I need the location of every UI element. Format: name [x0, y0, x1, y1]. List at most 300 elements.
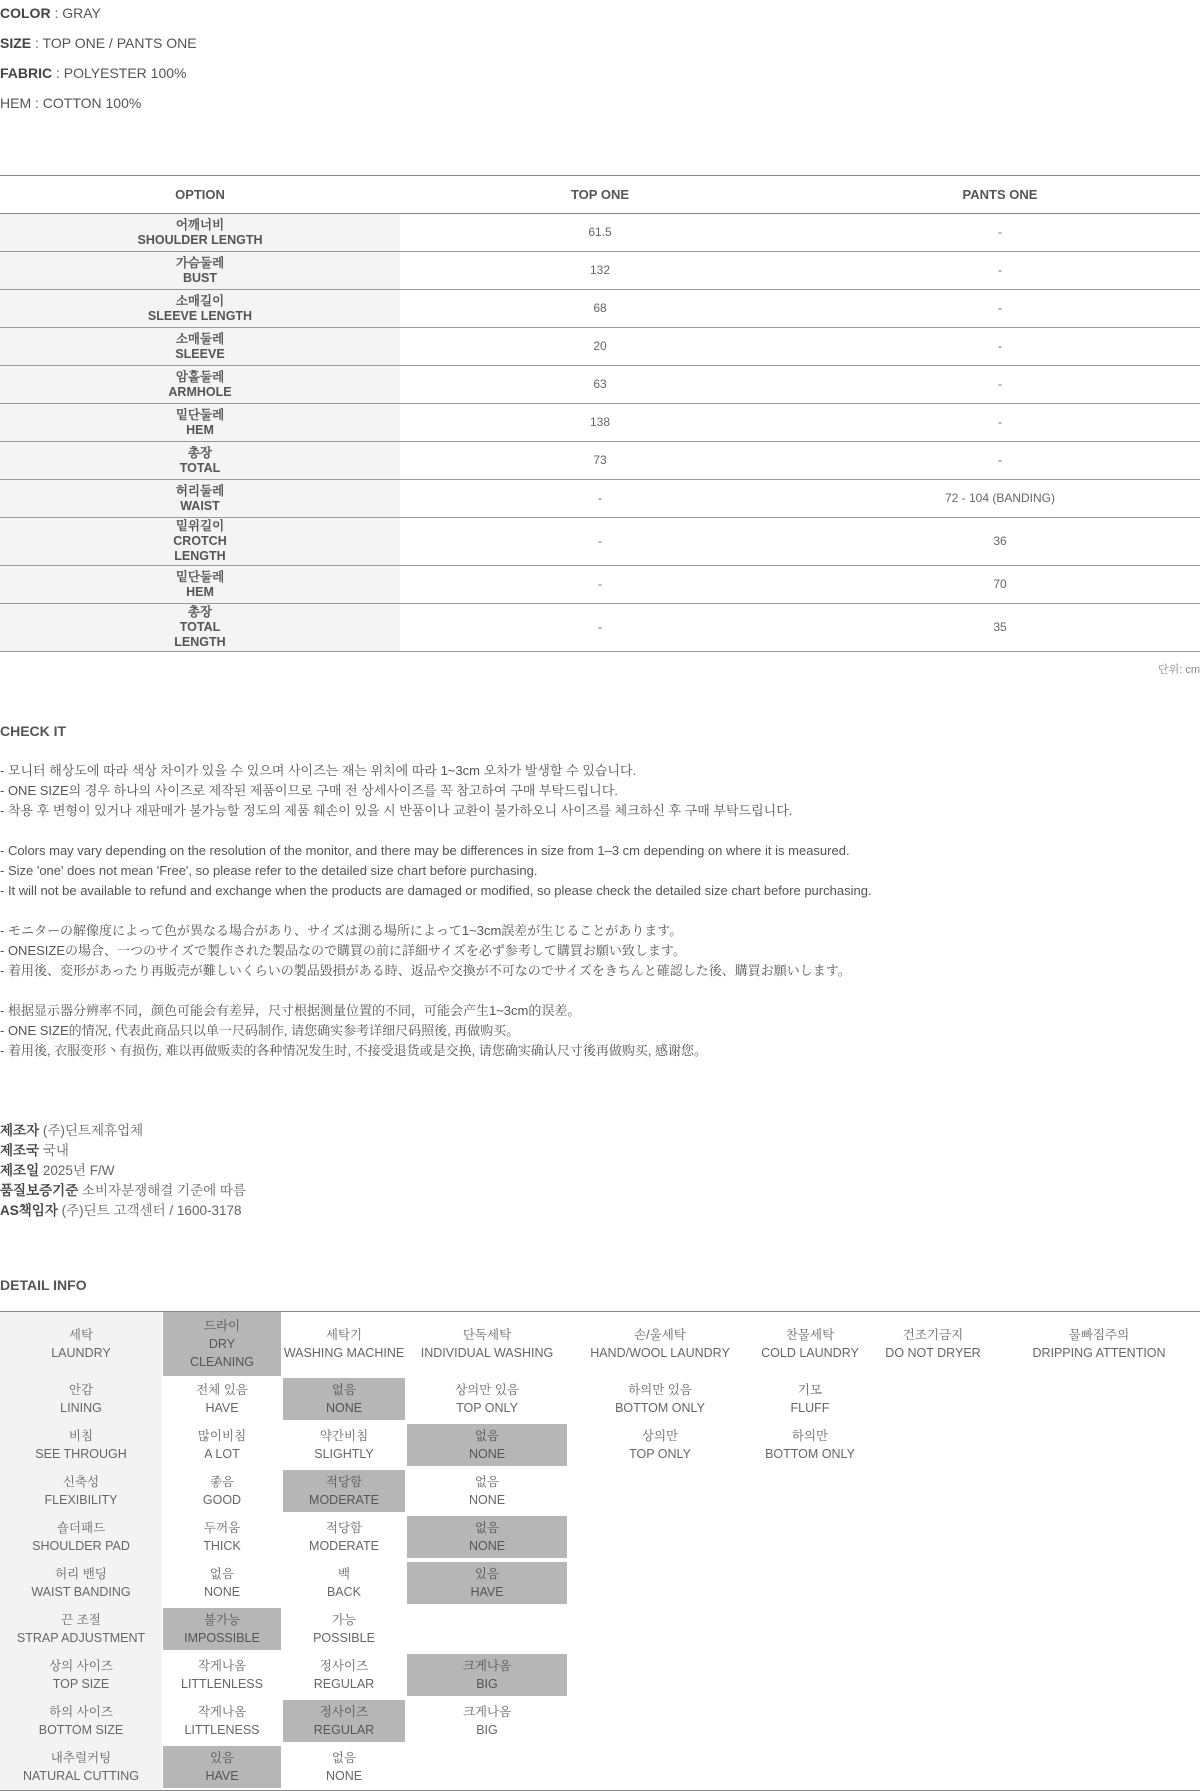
detail-option [752, 1422, 868, 1468]
detail-option-line: MODERATE [309, 1493, 379, 1507]
detail-option [162, 1376, 282, 1422]
detail-row [0, 1560, 1200, 1606]
header-pants-one: PANTS ONE [800, 176, 1200, 214]
check-it-group [0, 921, 851, 981]
detail-option [282, 1560, 406, 1606]
detail-label-line: 상의 사이즈 [49, 1659, 113, 1673]
detail-empty-cell [998, 1652, 1200, 1698]
detail-option-text [162, 1427, 282, 1463]
detail-option-selected [282, 1376, 406, 1422]
detail-row [0, 1744, 1200, 1791]
detail-option [162, 1422, 282, 1468]
pants-one-value: 70 [800, 566, 1200, 604]
detail-option-selected [162, 1312, 282, 1377]
detail-option-line: NONE [468, 1539, 506, 1553]
detail-label-line: NATURAL CUTTING [23, 1769, 139, 1783]
size-row [0, 290, 1200, 328]
detail-option-line: HAVE [205, 1401, 239, 1415]
detail-empty-cell [998, 1468, 1200, 1514]
detail-option-line: HAVE [205, 1769, 239, 1783]
detail-empty-cell [568, 1698, 752, 1744]
detail-option-text [162, 1519, 282, 1555]
detail-empty-cell [998, 1698, 1200, 1744]
detail-row [0, 1468, 1200, 1514]
detail-option-line: 약간비침 [319, 1429, 369, 1443]
detail-option-line: GOOD [202, 1493, 242, 1507]
detail-row [0, 1312, 1200, 1377]
detail-option [162, 1698, 282, 1744]
detail-option-text [868, 1326, 998, 1362]
detail-option-line: BIG [476, 1677, 498, 1691]
detail-row-label [0, 1652, 162, 1698]
option-label-en: SLEEVE LENGTH [147, 308, 253, 323]
detail-option-text [406, 1326, 568, 1362]
option-label-en: HEM [186, 422, 214, 437]
detail-option-text [283, 1378, 405, 1420]
detail-label-line: FLEXIBILITY [44, 1493, 118, 1507]
detail-label-line: SEE THROUGH [35, 1447, 127, 1461]
detail-option-line: 적당함 [325, 1521, 363, 1535]
detail-option [282, 1606, 406, 1652]
detail-label-line: BOTTOM SIZE [38, 1723, 124, 1737]
detail-empty-cell [568, 1744, 752, 1791]
detail-option [568, 1376, 752, 1422]
detail-row [0, 1652, 1200, 1698]
detail-empty-cell [868, 1744, 998, 1791]
size-option-cell [0, 480, 400, 518]
detail-option-line: 정사이즈 [319, 1705, 369, 1719]
spec-fabric: FABRIC : POLYESTER 100% [0, 65, 187, 81]
detail-option-line: SLIGHTLY [314, 1447, 374, 1461]
size-row [0, 442, 1200, 480]
detail-option-selected [282, 1698, 406, 1744]
detail-option-line: 없음 [331, 1383, 357, 1397]
detail-option-line: 좋음 [209, 1475, 235, 1489]
detail-option-line: LITTLENLESS [181, 1677, 263, 1691]
detail-row-label [0, 1376, 162, 1422]
detail-option-text [282, 1657, 406, 1693]
detail-option-line: 정사이즈 [319, 1659, 369, 1673]
top-one-value: 20 [400, 328, 800, 366]
detail-label-line: 허리 밴딩 [55, 1567, 107, 1581]
check-it-line: - 모니터 해상도에 따라 색상 차이가 있을 수 있으며 사이즈는 재는 위치에 따라 1~3cm 오차가 발생할 수 있습니다. [0, 763, 637, 778]
detail-option-text [282, 1326, 406, 1362]
detail-option-text [568, 1427, 752, 1463]
detail-row-label [0, 1698, 162, 1744]
option-label-kr: 암홀둘레 [175, 369, 225, 384]
detail-option [406, 1468, 568, 1514]
detail-label-line: SHOULDER PAD [32, 1539, 130, 1553]
top-one-value: - [400, 480, 800, 518]
detail-option-text [752, 1326, 868, 1362]
detail-option-line: 찬물세탁 [785, 1328, 835, 1342]
detail-empty-cell [568, 1514, 752, 1560]
detail-option-text [162, 1565, 282, 1601]
check-it-group [0, 1001, 707, 1061]
detail-empty-cell [998, 1606, 1200, 1652]
pants-one-value: - [800, 366, 1200, 404]
check-it-title: CHECK IT [0, 723, 67, 739]
option-label-kr: 총장 [187, 605, 213, 619]
detail-option-line: 작게나옴 [197, 1705, 247, 1719]
detail-option-line: BOTTOM ONLY [615, 1401, 705, 1415]
detail-row-label [0, 1744, 162, 1791]
maker-info-country: 제조국 국내 [0, 1143, 69, 1158]
size-row [0, 566, 1200, 604]
detail-option [568, 1422, 752, 1468]
size-option-cell [0, 518, 400, 566]
detail-option-line: DRIPPING ATTENTION [1032, 1346, 1166, 1360]
detail-empty-cell [752, 1468, 868, 1514]
detail-label-line: WAIST BANDING [31, 1585, 131, 1599]
option-label-en: TOTAL [179, 620, 221, 634]
detail-option-text [752, 1381, 868, 1417]
detail-option-text [407, 1424, 567, 1466]
detail-option-line: 없음 [474, 1429, 500, 1443]
detail-option-text [282, 1427, 406, 1463]
maker-info-date: 제조일 2025년 F/W [0, 1163, 115, 1178]
detail-option-line: TOP ONLY [456, 1401, 518, 1415]
detail-option-text [163, 1608, 281, 1650]
detail-label-line: 내추럴커팅 [50, 1751, 112, 1765]
top-one-value: 73 [400, 442, 800, 480]
detail-option-line: POSSIBLE [313, 1631, 375, 1645]
detail-option-line: NONE [203, 1585, 241, 1599]
detail-option-line: FLUFF [790, 1401, 830, 1415]
detail-option-line: 없음 [474, 1521, 500, 1535]
detail-option-line: 작게나옴 [197, 1659, 247, 1673]
detail-option-line: BIG [476, 1723, 498, 1737]
size-row [0, 366, 1200, 404]
detail-option [752, 1312, 868, 1377]
detail-label-line: 신축성 [62, 1475, 100, 1489]
maker-info-as: AS책임자 (주)딘트 고객센터 / 1600-3178 [0, 1203, 242, 1218]
detail-option-text [407, 1654, 567, 1696]
detail-option-text [407, 1562, 567, 1604]
detail-option-line: DO NOT DRYER [885, 1346, 981, 1360]
check-it-group [0, 761, 792, 821]
detail-option-line: 있음 [209, 1751, 235, 1765]
maker-info-warranty: 품질보증기준 소비자분쟁해결 기준에 따름 [0, 1183, 246, 1198]
top-one-value: 68 [400, 290, 800, 328]
top-one-value: 132 [400, 252, 800, 290]
header-option: OPTION [0, 176, 400, 214]
check-it-group [0, 841, 872, 901]
detail-option-line: 하의만 [791, 1429, 829, 1443]
detail-option-text [162, 1473, 282, 1509]
detail-option-line: LITTLENESS [184, 1723, 260, 1737]
detail-label-line: TOP SIZE [52, 1677, 110, 1691]
detail-option [406, 1698, 568, 1744]
detail-option-line: HAND/WOOL LAUNDRY [590, 1346, 730, 1360]
detail-option-line: 상의만 [641, 1429, 679, 1443]
option-label-en: TOTAL [179, 460, 221, 475]
detail-option-text [163, 1746, 281, 1788]
top-one-value: 61.5 [400, 214, 800, 252]
detail-option-line: IMPOSSIBLE [184, 1631, 260, 1645]
detail-label-line: 세탁 [68, 1328, 94, 1342]
detail-empty-cell [998, 1422, 1200, 1468]
detail-option-line: 백 [337, 1567, 351, 1581]
detail-option-line: 있음 [474, 1567, 500, 1581]
product-specs [0, 4, 197, 124]
option-label-en: HEM [186, 584, 214, 599]
option-label-kr: 밑단둘레 [175, 407, 225, 422]
pants-one-value: 36 [800, 518, 1200, 566]
spec-color: COLOR : GRAY [0, 5, 101, 21]
option-label-en: SLEEVE [175, 346, 225, 361]
size-option-cell [0, 290, 400, 328]
detail-empty-cell [406, 1744, 568, 1791]
detail-option-line: TOP ONLY [629, 1447, 691, 1461]
detail-label-line: 숄더패드 [56, 1521, 106, 1535]
detail-option-selected [406, 1514, 568, 1560]
detail-option [998, 1312, 1200, 1377]
option-label-kr: 어깨너비 [175, 217, 225, 232]
detail-option-line: 단독세탁 [462, 1328, 512, 1342]
detail-option-text [283, 1470, 405, 1512]
detail-label-line: 끈 조절 [61, 1613, 101, 1627]
detail-option-text [998, 1326, 1200, 1362]
detail-option-line: NONE [325, 1401, 363, 1415]
option-label-en: CROTCH [173, 534, 227, 548]
detail-option-line: 하의만 있음 [628, 1383, 692, 1397]
detail-option-line: NONE [468, 1493, 506, 1507]
detail-option-text [163, 1312, 281, 1376]
detail-row [0, 1606, 1200, 1652]
detail-option-line: 없음 [474, 1475, 500, 1489]
detail-option-line: HAVE [470, 1585, 504, 1599]
size-table [0, 175, 1200, 652]
detail-option-line: 손/울세탁 [634, 1328, 686, 1342]
option-label-en: LENGTH [174, 635, 226, 649]
detail-option [162, 1560, 282, 1606]
detail-empty-cell [868, 1698, 998, 1744]
detail-empty-cell [752, 1514, 868, 1560]
pants-one-value: - [800, 404, 1200, 442]
top-one-value: - [400, 566, 800, 604]
size-option-cell [0, 442, 400, 480]
pants-one-value: - [800, 328, 1200, 366]
detail-row-label [0, 1560, 162, 1606]
detail-empty-cell [752, 1560, 868, 1606]
detail-empty-cell [998, 1514, 1200, 1560]
spec-hem: HEM : COTTON 100% [0, 95, 142, 111]
detail-option [162, 1652, 282, 1698]
detail-empty-cell [568, 1560, 752, 1606]
detail-option-line: 건조기금지 [902, 1328, 964, 1342]
detail-option-text [162, 1703, 282, 1739]
detail-option-text [406, 1473, 568, 1509]
detail-info-table [0, 1311, 1200, 1791]
detail-option-line: REGULAR [313, 1677, 375, 1691]
detail-row [0, 1376, 1200, 1422]
option-label-kr: 밑단둘레 [175, 569, 225, 584]
unit-label: 단위: cm [1157, 664, 1200, 676]
detail-empty-cell [868, 1468, 998, 1514]
detail-option-selected [162, 1744, 282, 1791]
check-it-line: - 착용 후 변형이 있거나 재판매가 불가능할 정도의 제품 훼손이 있을 시 반품이나 교환이 불가하오니 사이즈를 체크하신 후 구매 부탁드립니다. [0, 803, 793, 818]
size-option-cell [0, 252, 400, 290]
detail-option [406, 1312, 568, 1377]
detail-option-selected [406, 1652, 568, 1698]
detail-row-label [0, 1514, 162, 1560]
size-option-cell [0, 604, 400, 652]
check-it-line: - ONE SIZE的情况, 代表此商品只以单一尺码制作, 请您确实参考详细尺码照後, 再做购买。 [0, 1023, 520, 1038]
check-it-line: - It will not be available to refund and exchange when the products are damaged or modified, so please check the detailed size chart before purchasing. [0, 883, 872, 898]
detail-row-label [0, 1468, 162, 1514]
size-option-cell [0, 404, 400, 442]
detail-option [282, 1422, 406, 1468]
detail-option-line: 기모 [797, 1383, 823, 1397]
detail-option-selected [406, 1560, 568, 1606]
detail-info-title: DETAIL INFO [0, 1277, 87, 1293]
pants-one-value: - [800, 442, 1200, 480]
detail-option [868, 1312, 998, 1377]
detail-option [406, 1376, 568, 1422]
size-option-cell [0, 214, 400, 252]
detail-option-text [406, 1381, 568, 1417]
option-label-en: BUST [182, 270, 218, 285]
detail-option-line: 많이비침 [197, 1429, 247, 1443]
detail-empty-cell [406, 1606, 568, 1652]
detail-empty-cell [752, 1698, 868, 1744]
detail-option-line: 상의만 있음 [455, 1383, 519, 1397]
top-one-value: - [400, 518, 800, 566]
detail-row [0, 1698, 1200, 1744]
detail-option-text [568, 1381, 752, 1417]
detail-option-line: THICK [203, 1539, 241, 1553]
detail-empty-cell [998, 1744, 1200, 1791]
detail-empty-cell [868, 1376, 998, 1422]
detail-option-text [406, 1703, 568, 1739]
check-it-line: - 着用後, 衣服变形丶有损伤, 难以再做贩卖的各种情况发生时, 不接受退货或是交换, 请您确实确认尺寸後再做购买, 感谢您。 [0, 1043, 708, 1058]
option-label-en: SHOULDER LENGTH [137, 232, 263, 247]
detail-row [0, 1514, 1200, 1560]
size-option-cell [0, 328, 400, 366]
detail-option-line: CLEANING [190, 1355, 254, 1369]
detail-option-line: 불가능 [203, 1613, 241, 1627]
detail-empty-cell [752, 1606, 868, 1652]
size-row [0, 328, 1200, 366]
check-it-line: - ONESIZEの場合、一つのサイズで製作された製品なので購買の前に詳細サイズを必ず参考して購買お願い致します。 [0, 943, 686, 958]
detail-empty-cell [752, 1744, 868, 1791]
size-row [0, 604, 1200, 652]
check-it-line: - ONE SIZE의 경우 하나의 사이즈로 제작된 제품이므로 구매 전 상세사이즈를 꼭 참고하여 구매 부탁드립니다. [0, 783, 618, 798]
detail-label-line: 안감 [68, 1383, 94, 1397]
detail-row-label [0, 1312, 162, 1377]
detail-option [162, 1514, 282, 1560]
maker-info-manufacturer: 제조자 (주)딘트제휴업체 [0, 1123, 144, 1138]
detail-option-line: A LOT [204, 1447, 240, 1461]
option-label-kr: 소매길이 [175, 293, 225, 308]
detail-option-line: INDIVIDUAL WASHING [420, 1346, 554, 1360]
detail-option-text [282, 1519, 406, 1555]
detail-label-line: 비침 [68, 1429, 94, 1443]
detail-option-line: DRY [208, 1337, 236, 1351]
detail-option-line: 두꺼움 [203, 1521, 241, 1535]
size-row [0, 252, 1200, 290]
detail-option-line: 전체 있음 [196, 1383, 248, 1397]
pants-one-value: 35 [800, 604, 1200, 652]
detail-option-selected [162, 1606, 282, 1652]
check-it-line: - Colors may vary depending on the resolution of the monitor, and there may be differences in size from 1–3 cm depending on where it is measured. [0, 843, 850, 858]
pants-one-value: - [800, 252, 1200, 290]
detail-option [282, 1514, 406, 1560]
detail-option-line: 세탁기 [325, 1328, 363, 1342]
detail-option-text [568, 1326, 752, 1362]
size-row [0, 518, 1200, 566]
detail-option-selected [282, 1468, 406, 1514]
option-label-en: WAIST [180, 498, 220, 513]
size-row [0, 480, 1200, 518]
detail-empty-cell [868, 1652, 998, 1698]
option-label-en: LENGTH [174, 549, 226, 563]
check-it-line: - モニターの解像度によって色が異なる場合があり、サイズは測る場所によって1~3cm誤差が生じることがあります。 [0, 923, 683, 938]
detail-option-line: MODERATE [309, 1539, 379, 1553]
detail-option-line: BACK [326, 1585, 362, 1599]
top-one-value: - [400, 604, 800, 652]
detail-empty-cell [868, 1422, 998, 1468]
detail-empty-cell [568, 1468, 752, 1514]
option-label-kr: 총장 [187, 445, 213, 460]
option-label-kr: 가슴둘레 [175, 255, 225, 270]
detail-label-line: LAUNDRY [51, 1346, 111, 1360]
detail-option [282, 1652, 406, 1698]
check-it-line: - Size 'one' does not mean 'Free', so please refer to the detailed size chart before purchasing. [0, 863, 538, 878]
detail-empty-cell [998, 1560, 1200, 1606]
detail-option [752, 1376, 868, 1422]
detail-option-text [283, 1700, 405, 1742]
detail-empty-cell [752, 1652, 868, 1698]
spec-size: SIZE : TOP ONE / PANTS ONE [0, 35, 197, 51]
detail-option-text [282, 1611, 406, 1647]
detail-label-line: 하의 사이즈 [49, 1705, 113, 1719]
detail-option-line: REGULAR [313, 1723, 375, 1737]
detail-row-label [0, 1422, 162, 1468]
detail-option-text [162, 1381, 282, 1417]
pants-one-value: 72 - 104 (BANDING) [800, 480, 1200, 518]
check-it-line: - 着用後、変形があったり再販売が難しいくらいの製品毀損がある時、返品や交換が不可なのでサイズをきちんと確認した後、購買お願いします。 [0, 963, 851, 978]
option-label-kr: 밑위길이 [175, 519, 225, 533]
detail-option-line: 물빠짐주의 [1068, 1328, 1130, 1342]
detail-option-line: 드라이 [203, 1319, 241, 1333]
pants-one-value: - [800, 290, 1200, 328]
detail-empty-cell [998, 1376, 1200, 1422]
detail-empty-cell [868, 1560, 998, 1606]
detail-option-text [282, 1749, 406, 1785]
detail-option-selected [406, 1422, 568, 1468]
detail-option-text [407, 1516, 567, 1558]
size-row [0, 404, 1200, 442]
detail-label-line: LINING [60, 1401, 102, 1415]
pants-one-value: - [800, 214, 1200, 252]
detail-option-line: 적당함 [325, 1475, 363, 1489]
option-label-kr: 소매둘레 [175, 331, 225, 346]
detail-empty-cell [868, 1606, 998, 1652]
detail-option-line: 없음 [331, 1751, 357, 1765]
detail-option-line: COLD LAUNDRY [761, 1346, 859, 1360]
detail-label-line: STRAP ADJUSTMENT [16, 1631, 146, 1645]
detail-option [282, 1312, 406, 1377]
detail-option-line: 가능 [331, 1613, 357, 1627]
detail-option-text [162, 1657, 282, 1693]
detail-option-line: 크게나옴 [462, 1705, 512, 1719]
detail-option-line: NONE [325, 1769, 363, 1783]
size-option-cell [0, 366, 400, 404]
header-top-one: TOP ONE [400, 176, 800, 214]
option-label-kr: 허리둘레 [175, 483, 225, 498]
